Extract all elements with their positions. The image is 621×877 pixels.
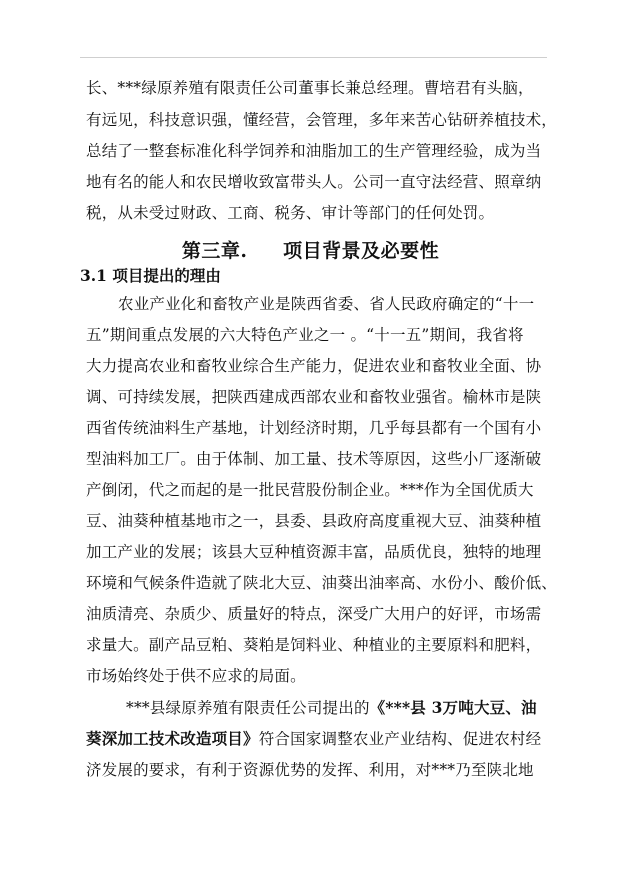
paragraph-line: 产倒闭，代之而起的是一批民营股份制企业。***作为全国优质大	[86, 481, 534, 499]
paragraph-line: 油质清亮、杂质少、质量好的特点，深受广大用户的好评，市场需	[86, 605, 542, 623]
paragraph-line: 地有名的能人和农民增收致富带头人。公司一直守法经营、照章纳	[86, 173, 542, 191]
paragraph-line: 豆、油葵种植基地市之一，县委、县政府高度重视大豆、油葵种植	[86, 512, 542, 530]
paragraph-line	[126, 698, 537, 718]
project-title-part1: 《***县 3万吨大豆、油	[369, 698, 537, 717]
paragraph-text: ***县绿原养殖有限责任公司提出的	[126, 699, 370, 717]
paragraph-line: 型油料加工厂。由于体制、加工量、技术等原因，这些小厂逐渐破	[86, 450, 542, 468]
paragraph-line: 有远见，科技意识强，懂经营，会管理，多年来苦心钻研养植技术，	[86, 111, 558, 129]
paragraph-line: 求量大。副产品豆粕、葵粕是饲料业、种植业的主要原料和肥料，	[86, 636, 542, 654]
paragraph-line: 总结了一整套标准化科学饲养和油脂加工的生产管理经验，成为当	[86, 142, 542, 160]
paragraph-line	[86, 729, 541, 749]
paragraph-line: 长、***绿原养殖有限责任公司董事长兼总经理。曹培君有头脑，	[86, 79, 534, 97]
paragraph-line: 调、可持续发展，把陕西建成西部农业和畜牧业强省。榆林市是陕	[86, 388, 542, 406]
paragraph-line: 市场始终处于供不应求的局面。	[86, 667, 306, 685]
paragraph-text: 符合国家调整农业产业结构、促进农村经	[258, 730, 542, 748]
paragraph-line: 农业产业化和畜牧产业是陕西省委、省人民政府确定的“十一	[118, 295, 535, 313]
paragraph-line: 加工产业的发展；该县大豆种植资源丰富，品质优良，独特的地理	[86, 543, 542, 561]
paragraph-line: 济发展的要求，有利于资源优势的发挥、利用，对***乃至陕北地	[86, 761, 534, 779]
paragraph-line: 五”期间重点发展的六大特色产业之一 。“十一五”期间，我省将	[86, 326, 524, 344]
chapter-title: 第三章. 项目背景及必要性	[181, 240, 440, 262]
header-rule	[80, 57, 547, 58]
paragraph-line: 西省传统油料生产基地，计划经济时期，几乎每县都有一个国有小	[86, 419, 542, 437]
paragraph-line: 大力提高农业和畜牧业综合生产能力，促进农业和畜牧业全面、协	[86, 357, 542, 375]
project-title-part2: 葵深加工技术改造项目》	[86, 729, 259, 748]
paragraph-line: 税，从未受过财政、工商、税务、审计等部门的任何处罚。	[86, 204, 495, 222]
paragraph-line: 环境和气候条件造就了陕北大豆、油葵出油率高、水份小、酸价低、	[86, 574, 558, 592]
section-title: 3.1 项目提出的理由	[80, 266, 221, 285]
